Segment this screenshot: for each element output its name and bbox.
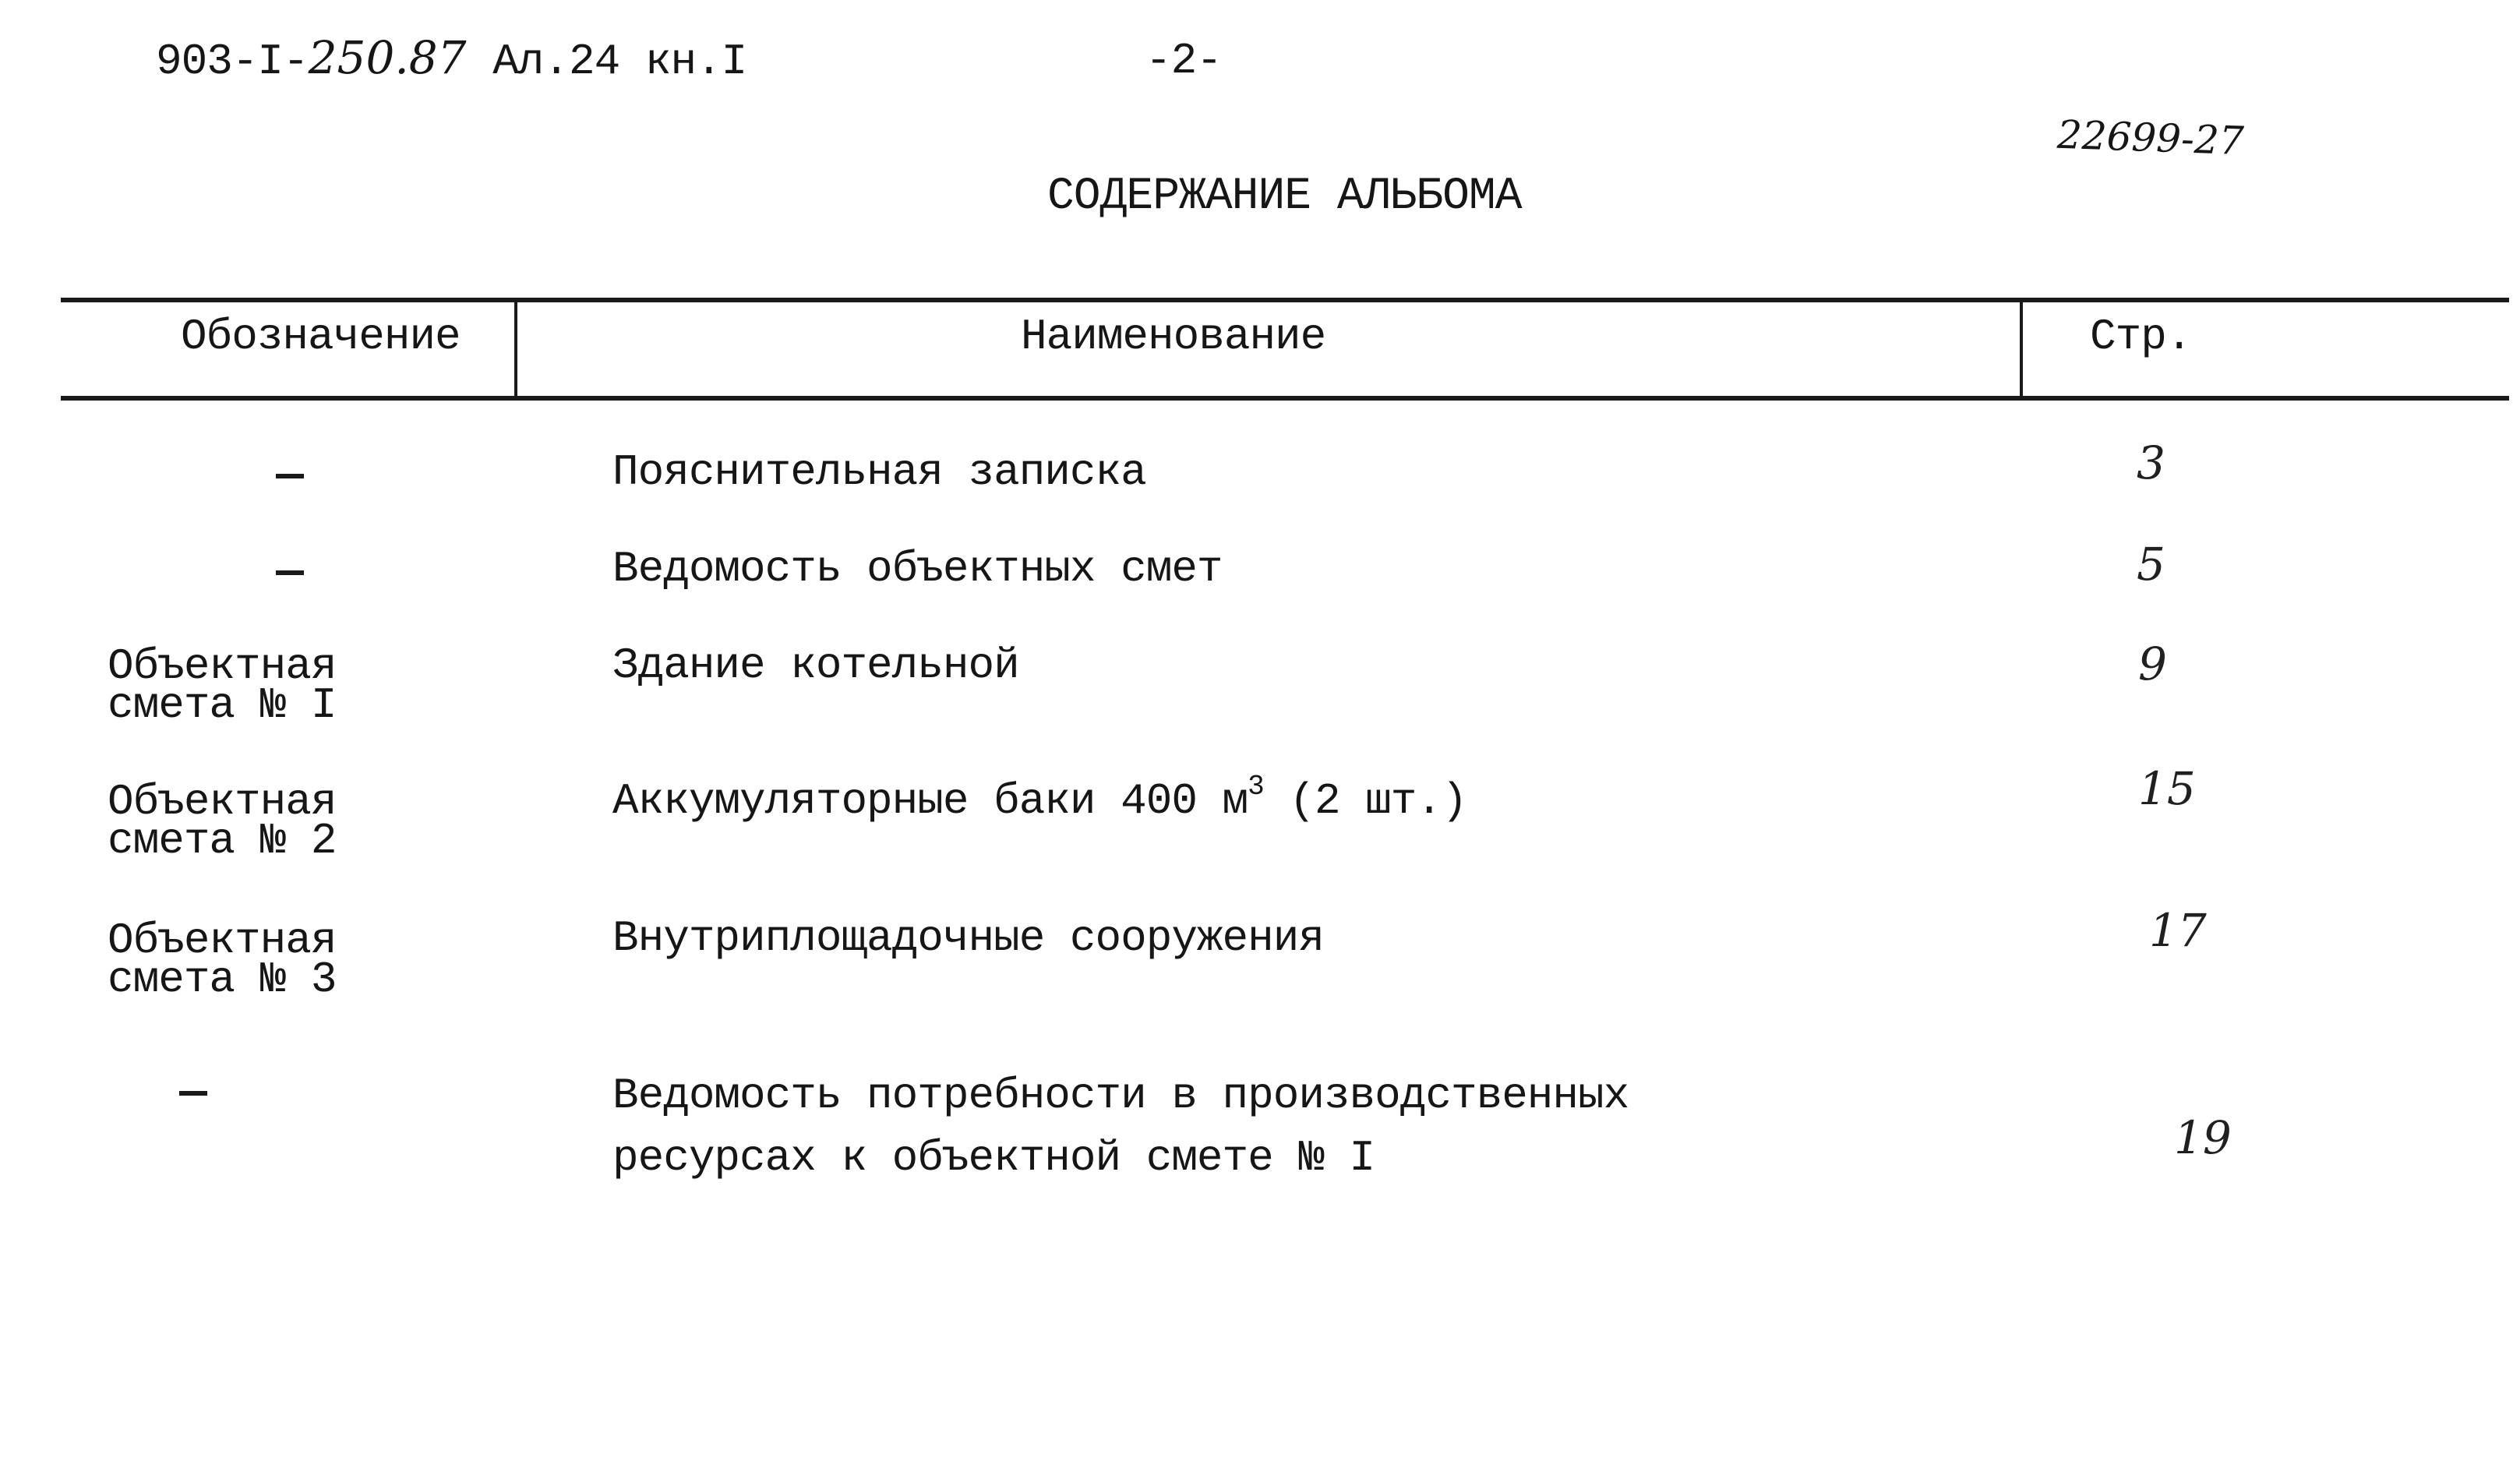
document-code bbox=[156, 31, 746, 86]
designation-dash bbox=[276, 474, 304, 478]
row-name: Здание котельной bbox=[612, 641, 1019, 690]
page-number: -2- bbox=[1145, 36, 1222, 86]
document-code-prefix: 903-I- bbox=[156, 37, 309, 86]
page-title: СОДЕРЖАНИЕ АЛЬБОМА bbox=[1047, 171, 1522, 222]
row-page: 5 bbox=[2137, 538, 2165, 591]
designation-line-2: смета № 3 bbox=[108, 955, 337, 1004]
designation-line-1: Объектная bbox=[108, 916, 337, 965]
row-name-line-1: Ведомость потребности в производственных bbox=[612, 1071, 1629, 1121]
row-designation bbox=[108, 777, 337, 866]
row-name bbox=[612, 771, 1467, 826]
row-name-tail: (2 шт.) bbox=[1289, 776, 1467, 826]
row-page: 3 bbox=[2137, 436, 2165, 489]
archive-number: 22699-27 bbox=[2056, 111, 2245, 164]
row-name-main: Аккумуляторные баки 400 м bbox=[612, 776, 1248, 826]
row-designation bbox=[108, 916, 337, 1004]
designation-dash bbox=[276, 570, 304, 575]
row-name bbox=[612, 1064, 1629, 1189]
row-page: 9 bbox=[2138, 637, 2167, 690]
table-header-rule bbox=[61, 396, 2509, 401]
document-code-handwritten: 250.87 bbox=[308, 31, 467, 84]
row-page: 15 bbox=[2138, 762, 2196, 815]
column-header-name: Наименование bbox=[1021, 312, 1326, 362]
row-name: Ведомость объектных смет bbox=[612, 544, 1223, 594]
row-designation bbox=[108, 641, 337, 730]
row-name-superscript: 3 bbox=[1248, 771, 1264, 803]
table-top-rule bbox=[61, 298, 2509, 302]
designation-line-1: Объектная bbox=[108, 641, 337, 691]
column-divider-2 bbox=[2020, 298, 2023, 401]
column-divider-1 bbox=[514, 298, 517, 401]
designation-dash bbox=[179, 1091, 207, 1096]
row-page: 17 bbox=[2149, 904, 2207, 957]
row-name-line-2: ресурсах к объектной смете № I bbox=[612, 1133, 1375, 1183]
row-page: 19 bbox=[2174, 1111, 2232, 1164]
column-header-designation: Обозначение bbox=[181, 312, 461, 362]
designation-line-2: смета № 2 bbox=[108, 816, 337, 866]
row-name: Пояснительная записка bbox=[612, 447, 1146, 497]
designation-line-2: смета № I bbox=[108, 680, 337, 730]
column-header-page: Стр. bbox=[2090, 312, 2192, 362]
designation-line-1: Объектная bbox=[108, 777, 337, 827]
row-name: Внутриплощадочные сооружения bbox=[612, 913, 1324, 963]
document-code-suffix: Ал.24 кн.I bbox=[492, 37, 747, 86]
